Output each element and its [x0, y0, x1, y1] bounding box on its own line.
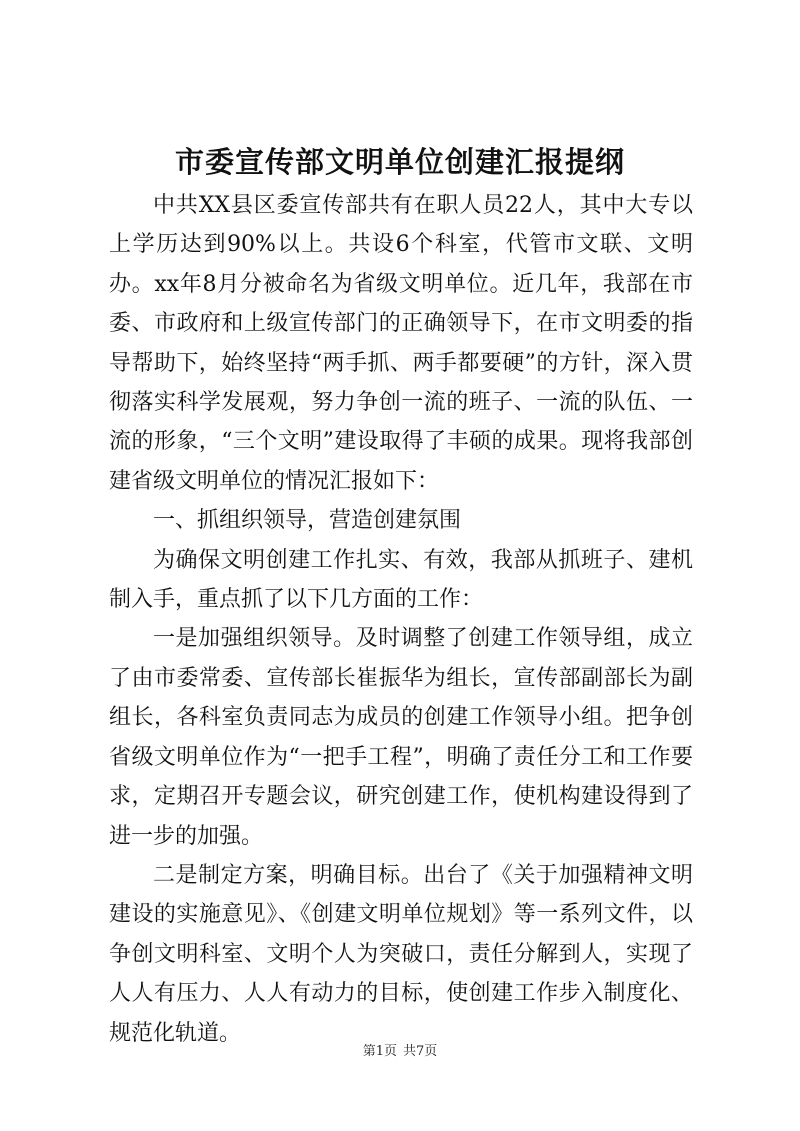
paragraph-organization: 一是加强组织领导。及时调整了创建工作领导组，成立了由市委常委、宣传部长崔振华为组长，宣传部副部长为副组长，各科室负责同志为成员的创建工作领导小组。把争创省级文明单位作为“一把手工程”，明确了责任分工和工作要求，定期召开专题会议，研究创建工作，使机构建设得到了进一步的加强。 — [109, 626, 693, 849]
section-heading-1: 一、抓组织领导，营造创建氛围 — [153, 508, 462, 534]
paragraph-section-1-intro: 为确保文明创建工作扎实、有效，我部从抓班子、建机制入手，重点抓了以下几方面的工作： — [109, 547, 693, 613]
page-total: 共7页 — [403, 1044, 438, 1059]
document-body — [109, 186, 693, 1053]
page-footer — [0, 1043, 800, 1061]
document-title: 市委宣传部文明单位创建汇报提纲 — [174, 145, 625, 179]
page-number: 第1页 — [362, 1044, 397, 1059]
paragraph-intro: 中共XX县区委宣传部共有在职人员22人，其中大专以上学历达到90%以上。共设6个科室，代管市文联、文明办。xx年8月分被命名为省级文明单位。近几年，我部在市委、市政府和上级宣传部门的正确领导下，在市文明委的指导帮助下，始终坚持“两手抓、两手都要硬”的方针，深入贯彻落实科学发展观，努力争创一流的班子、一流的队伍、一流的形象，“三个文明”建设取得了丰硕的成果。现将我部创建省级文明单位的情况汇报如下： — [109, 193, 693, 494]
paragraph-plan: 二是制定方案，明确目标。出台了《关于加强精神文明建设的实施意见》、《创建文明单位规划》等一系列文件，以争创文明科室、文明个人为突破口，责任分解到人，实现了人人有压力、人人有动力的目标，使创建工作步入制度化、规范化轨道。 — [109, 862, 693, 1046]
